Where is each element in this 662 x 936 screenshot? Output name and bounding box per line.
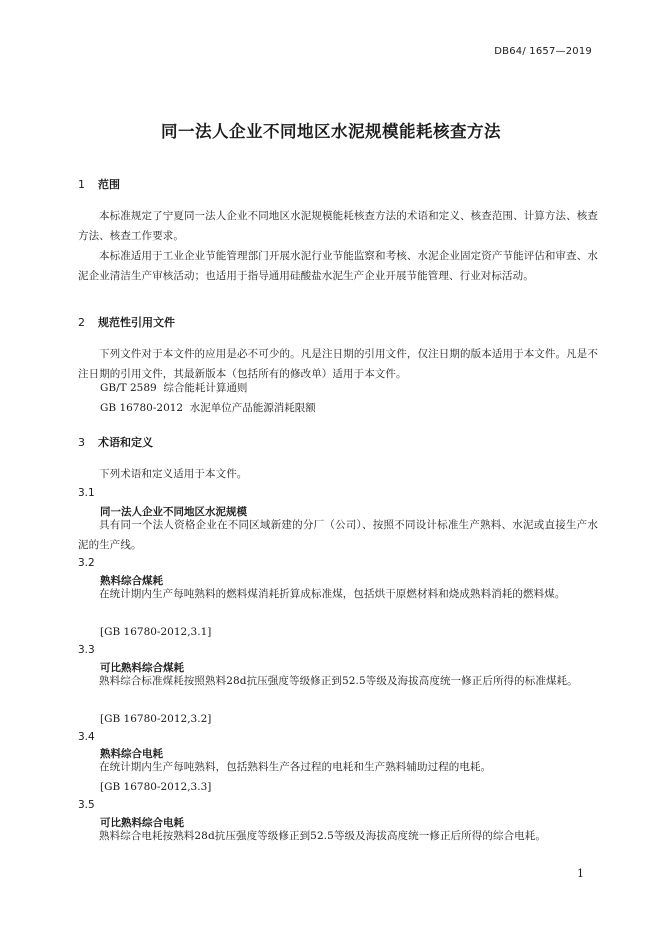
term-name: 熟料综合电耗 <box>100 748 163 760</box>
section-1-heading <box>78 176 120 192</box>
normative-reference: GB 16780-2012 水泥单位产品能源消耗限额 <box>100 402 316 414</box>
term-definition: 在统计期内生产每吨熟料，包括熟料生产各过程的电耗和生产熟料辅助过程的电耗。 <box>99 761 492 773</box>
section-number: 3 <box>78 436 85 449</box>
section-1-paragraph: 本标准规定了宁夏同一法人企业不同地区水泥规模能耗核查方法的术语和定义、核查范围、计算方法、核查方法、核查工作要求。 <box>78 210 598 242</box>
section-number: 1 <box>78 178 85 191</box>
term-number: 3.4 <box>78 731 95 743</box>
term-number: 3.2 <box>78 557 95 569</box>
term-name: 熟料综合煤耗 <box>100 575 163 587</box>
page-number: 1 <box>577 867 584 880</box>
term-definition: 熟料综合电耗按熟料28d抗压强度等级修正到52.5等级及海拔高度统一修正后所得的综合电耗。 <box>99 830 546 842</box>
term-name: 同一法人企业不同地区水泥规模 <box>100 506 247 518</box>
normative-reference: GB/T 2589 综合能耗计算通则 <box>100 382 248 394</box>
term-source: [GB 16780-2012,3.2] <box>100 713 212 725</box>
section-1-paragraph: 本标准适用于工业企业节能管理部门开展水泥行业节能监察和考核、水泥企业固定资产节能评估和审查、水泥企业清洁生产审核活动；也适用于指导通用硅酸盐水泥生产企业开展节能管理、行业对标活动。 <box>78 250 598 282</box>
term-source: [GB 16780-2012,3.3] <box>100 781 212 793</box>
section-2-paragraph: 下列文件对于本文件的应用是必不可少的。凡是注日期的引用文件，仅注日期的版本适用于本文件。凡是不注日期的引用文件，其最新版本（包括所有的修改单）适用于本文件。 <box>78 348 598 380</box>
section-number: 2 <box>78 316 85 329</box>
term-source: [GB 16780-2012,3.1] <box>100 626 212 638</box>
term-definition: 熟料综合标准煤耗按照熟料28d抗压强度等级修正到52.5等级及海拔高度统一修正后所得的标准煤耗。 <box>99 675 578 687</box>
document-title: 同一法人企业不同地区水泥规模能耗核查方法 <box>161 122 501 141</box>
section-title: 术语和定义 <box>98 436 153 449</box>
section-title: 规范性引用文件 <box>98 316 175 329</box>
term-name: 可比熟料综合煤耗 <box>100 662 184 674</box>
term-definition: 在统计期内生产每吨熟料的燃料煤消耗折算成标准煤，包括烘干原燃材料和烧成熟料消耗的燃料煤。 <box>99 588 566 600</box>
section-2-heading <box>78 314 175 330</box>
term-number: 3.3 <box>78 644 95 656</box>
term-number: 3.1 <box>78 487 95 499</box>
term-name: 可比熟料综合电耗 <box>100 817 184 829</box>
term-definition: 具有同一个法人资格企业在不同区域新建的分厂（公司）、按照不同设计标准生产熟料、水泥或直接生产水泥的生产线。 <box>78 519 598 551</box>
section-3-intro: 下列术语和定义适用于本文件。 <box>99 468 248 480</box>
section-title: 范围 <box>98 178 120 191</box>
term-number: 3.5 <box>78 799 95 811</box>
section-3-heading <box>78 434 153 450</box>
standard-code: DB64/ 1657—2019 <box>494 46 592 57</box>
